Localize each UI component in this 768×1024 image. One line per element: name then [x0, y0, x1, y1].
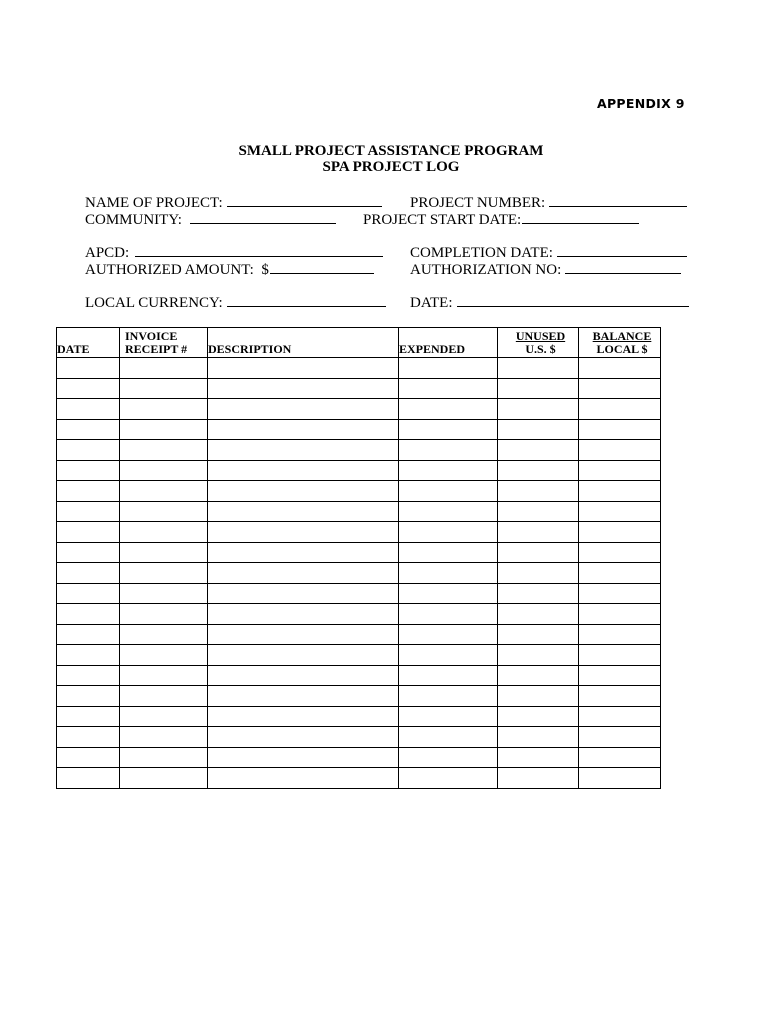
table-row — [57, 501, 661, 522]
project-start-date-field — [363, 210, 639, 229]
unused-cell[interactable] — [498, 747, 579, 768]
date-cell[interactable] — [57, 727, 120, 748]
balance-cell[interactable] — [579, 358, 661, 379]
community-label: COMMUNITY: — [85, 212, 182, 228]
invoice-cell[interactable] — [120, 542, 208, 563]
program-title: SMALL PROJECT ASSISTANCE PROGRAM — [238, 143, 544, 159]
header-balance-line2: LOCAL $ — [596, 342, 648, 356]
expended-cell[interactable] — [399, 727, 498, 748]
expended-cell[interactable] — [399, 747, 498, 768]
balance-cell[interactable] — [579, 501, 661, 522]
invoice-cell[interactable] — [120, 768, 208, 789]
description-cell[interactable] — [208, 399, 399, 420]
unused-cell[interactable] — [498, 624, 579, 645]
header-unused-line1: UNUSED — [515, 329, 566, 343]
table-row — [57, 522, 661, 543]
balance-cell[interactable] — [579, 768, 661, 789]
date-label: DATE: — [410, 295, 453, 311]
unused-cell[interactable] — [498, 522, 579, 543]
apcd-label: APCD: — [85, 245, 130, 261]
date-cell[interactable] — [57, 399, 120, 420]
expended-cell[interactable] — [399, 563, 498, 584]
expended-cell[interactable] — [399, 522, 498, 543]
description-cell[interactable] — [208, 522, 399, 543]
date-cell[interactable] — [57, 624, 120, 645]
balance-cell[interactable] — [579, 440, 661, 461]
date-cell[interactable] — [57, 542, 120, 563]
date-cell[interactable] — [57, 460, 120, 481]
table-row — [57, 747, 661, 768]
table-row — [57, 624, 661, 645]
table-row — [57, 460, 661, 481]
authorization-no-blank[interactable] — [565, 260, 681, 274]
table-row — [57, 399, 661, 420]
balance-cell[interactable] — [579, 604, 661, 625]
table-row — [57, 727, 661, 748]
header-balance-line1: BALANCE — [592, 329, 652, 343]
invoice-cell[interactable] — [120, 522, 208, 543]
header-invoice-receipt — [120, 328, 208, 358]
description-cell[interactable] — [208, 624, 399, 645]
date-cell[interactable] — [57, 378, 120, 399]
date-cell[interactable] — [57, 706, 120, 727]
header-invoice-line1: INVOICE — [125, 329, 178, 343]
description-cell[interactable] — [208, 706, 399, 727]
invoice-cell[interactable] — [120, 460, 208, 481]
balance-cell[interactable] — [579, 583, 661, 604]
completion-date-label: COMPLETION DATE: — [410, 245, 553, 261]
apcd-blank[interactable] — [135, 243, 383, 257]
unused-cell[interactable] — [498, 378, 579, 399]
invoice-cell[interactable] — [120, 481, 208, 502]
completion-date-blank[interactable] — [557, 243, 687, 257]
balance-cell[interactable] — [579, 665, 661, 686]
authorized-amount-label: AUTHORIZED AMOUNT: $ — [85, 262, 269, 278]
date-cell[interactable] — [57, 686, 120, 707]
invoice-cell[interactable] — [120, 440, 208, 461]
balance-cell[interactable] — [579, 419, 661, 440]
community-blank[interactable] — [190, 210, 336, 224]
description-cell[interactable] — [208, 440, 399, 461]
expended-cell[interactable] — [399, 460, 498, 481]
table-row — [57, 706, 661, 727]
description-cell[interactable] — [208, 563, 399, 584]
invoice-cell[interactable] — [120, 358, 208, 379]
balance-cell[interactable] — [579, 706, 661, 727]
expended-cell[interactable] — [399, 645, 498, 666]
invoice-cell[interactable] — [120, 747, 208, 768]
invoice-cell[interactable] — [120, 501, 208, 522]
local-currency-blank[interactable] — [227, 293, 386, 307]
unused-cell[interactable] — [498, 501, 579, 522]
date-cell[interactable] — [57, 665, 120, 686]
unused-cell[interactable] — [498, 399, 579, 420]
table-row — [57, 604, 661, 625]
unused-cell[interactable] — [498, 542, 579, 563]
date-blank[interactable] — [457, 293, 689, 307]
expended-cell[interactable] — [399, 378, 498, 399]
balance-cell[interactable] — [579, 563, 661, 584]
expended-cell[interactable] — [399, 706, 498, 727]
balance-cell[interactable] — [579, 460, 661, 481]
invoice-cell[interactable] — [120, 645, 208, 666]
table-row — [57, 768, 661, 789]
description-cell[interactable] — [208, 378, 399, 399]
expended-cell[interactable] — [399, 583, 498, 604]
description-cell[interactable] — [208, 768, 399, 789]
unused-cell[interactable] — [498, 419, 579, 440]
table-row — [57, 665, 661, 686]
balance-cell[interactable] — [579, 542, 661, 563]
unused-cell[interactable] — [498, 727, 579, 748]
table-row — [57, 419, 661, 440]
authorization-no-label: AUTHORIZATION NO: — [410, 262, 562, 278]
balance-cell[interactable] — [579, 727, 661, 748]
balance-cell[interactable] — [579, 645, 661, 666]
unused-cell[interactable] — [498, 604, 579, 625]
expended-cell[interactable] — [399, 604, 498, 625]
balance-cell[interactable] — [579, 686, 661, 707]
unused-cell[interactable] — [498, 481, 579, 502]
expended-cell[interactable] — [399, 768, 498, 789]
header-expended: EXPENDED — [399, 328, 498, 358]
expended-cell[interactable] — [399, 358, 498, 379]
invoice-cell[interactable] — [120, 604, 208, 625]
header-unused-line2: U.S. $ — [525, 342, 556, 356]
date-cell[interactable] — [57, 522, 120, 543]
date-cell[interactable] — [57, 747, 120, 768]
unused-cell[interactable] — [498, 768, 579, 789]
unused-cell[interactable] — [498, 358, 579, 379]
balance-cell[interactable] — [579, 481, 661, 502]
expended-cell[interactable] — [399, 624, 498, 645]
date-cell[interactable] — [57, 358, 120, 379]
date-cell[interactable] — [57, 440, 120, 461]
table-row — [57, 563, 661, 584]
description-cell[interactable] — [208, 460, 399, 481]
unused-cell[interactable] — [498, 706, 579, 727]
table-row — [57, 358, 661, 379]
unused-cell[interactable] — [498, 563, 579, 584]
invoice-cell[interactable] — [120, 727, 208, 748]
expended-cell[interactable] — [399, 481, 498, 502]
expended-cell[interactable] — [399, 542, 498, 563]
description-cell[interactable] — [208, 665, 399, 686]
description-cell[interactable] — [208, 727, 399, 748]
appendix-label: APPENDIX 9 — [597, 96, 685, 111]
header-date: DATE — [57, 328, 120, 358]
invoice-cell[interactable] — [120, 686, 208, 707]
table-header-row — [57, 328, 661, 358]
description-cell[interactable] — [208, 358, 399, 379]
invoice-cell[interactable] — [120, 706, 208, 727]
name-of-project-blank[interactable] — [227, 193, 382, 207]
table-row — [57, 481, 661, 502]
local-currency-label: LOCAL CURRENCY: — [85, 295, 223, 311]
project-number-label: PROJECT NUMBER: — [410, 195, 546, 211]
unused-cell[interactable] — [498, 686, 579, 707]
balance-cell[interactable] — [579, 624, 661, 645]
invoice-cell[interactable] — [120, 419, 208, 440]
expended-cell[interactable] — [399, 686, 498, 707]
table-body — [57, 358, 661, 789]
expended-cell[interactable] — [399, 419, 498, 440]
invoice-cell[interactable] — [120, 624, 208, 645]
table-row — [57, 542, 661, 563]
description-cell[interactable] — [208, 604, 399, 625]
date-cell[interactable] — [57, 768, 120, 789]
invoice-cell[interactable] — [120, 399, 208, 420]
header-invoice-line2: RECEIPT # — [125, 342, 188, 356]
description-cell[interactable] — [208, 542, 399, 563]
date-field — [410, 293, 689, 312]
date-cell[interactable] — [57, 419, 120, 440]
balance-cell[interactable] — [579, 522, 661, 543]
date-cell[interactable] — [57, 583, 120, 604]
table-row — [57, 645, 661, 666]
description-cell[interactable] — [208, 747, 399, 768]
date-cell[interactable] — [57, 563, 120, 584]
date-cell[interactable] — [57, 645, 120, 666]
unused-cell[interactable] — [498, 665, 579, 686]
project-log-table — [56, 327, 661, 789]
expended-cell[interactable] — [399, 440, 498, 461]
balance-cell[interactable] — [579, 399, 661, 420]
invoice-cell[interactable] — [120, 563, 208, 584]
project-start-date-label: PROJECT START DATE: — [363, 212, 522, 228]
description-cell[interactable] — [208, 481, 399, 502]
authorization-no-field — [410, 260, 681, 279]
table-row — [57, 686, 661, 707]
authorized-amount-blank[interactable] — [270, 260, 374, 274]
unused-cell[interactable] — [498, 460, 579, 481]
description-cell[interactable] — [208, 686, 399, 707]
expended-cell[interactable] — [399, 501, 498, 522]
expended-cell[interactable] — [399, 665, 498, 686]
table-row — [57, 440, 661, 461]
project-number-blank[interactable] — [549, 193, 687, 207]
description-cell[interactable] — [208, 583, 399, 604]
invoice-cell[interactable] — [120, 378, 208, 399]
table-row — [57, 583, 661, 604]
name-of-project-label: NAME OF PROJECT: — [85, 195, 223, 211]
invoice-cell[interactable] — [120, 583, 208, 604]
log-title: SPA PROJECT LOG — [322, 159, 460, 175]
unused-cell[interactable] — [498, 583, 579, 604]
balance-cell[interactable] — [579, 378, 661, 399]
header-description: DESCRIPTION — [208, 328, 399, 358]
date-cell[interactable] — [57, 604, 120, 625]
local-currency-field — [85, 293, 386, 312]
description-cell[interactable] — [208, 645, 399, 666]
description-cell[interactable] — [208, 419, 399, 440]
project-start-date-blank[interactable] — [522, 210, 639, 224]
community-field — [85, 210, 336, 229]
header-unused-us — [498, 328, 579, 358]
expended-cell[interactable] — [399, 399, 498, 420]
invoice-cell[interactable] — [120, 665, 208, 686]
date-cell[interactable] — [57, 481, 120, 502]
balance-cell[interactable] — [579, 747, 661, 768]
unused-cell[interactable] — [498, 645, 579, 666]
table-row — [57, 378, 661, 399]
header-balance-local — [579, 328, 661, 358]
unused-cell[interactable] — [498, 440, 579, 461]
authorized-amount-field — [85, 260, 374, 279]
description-cell[interactable] — [208, 501, 399, 522]
date-cell[interactable] — [57, 501, 120, 522]
